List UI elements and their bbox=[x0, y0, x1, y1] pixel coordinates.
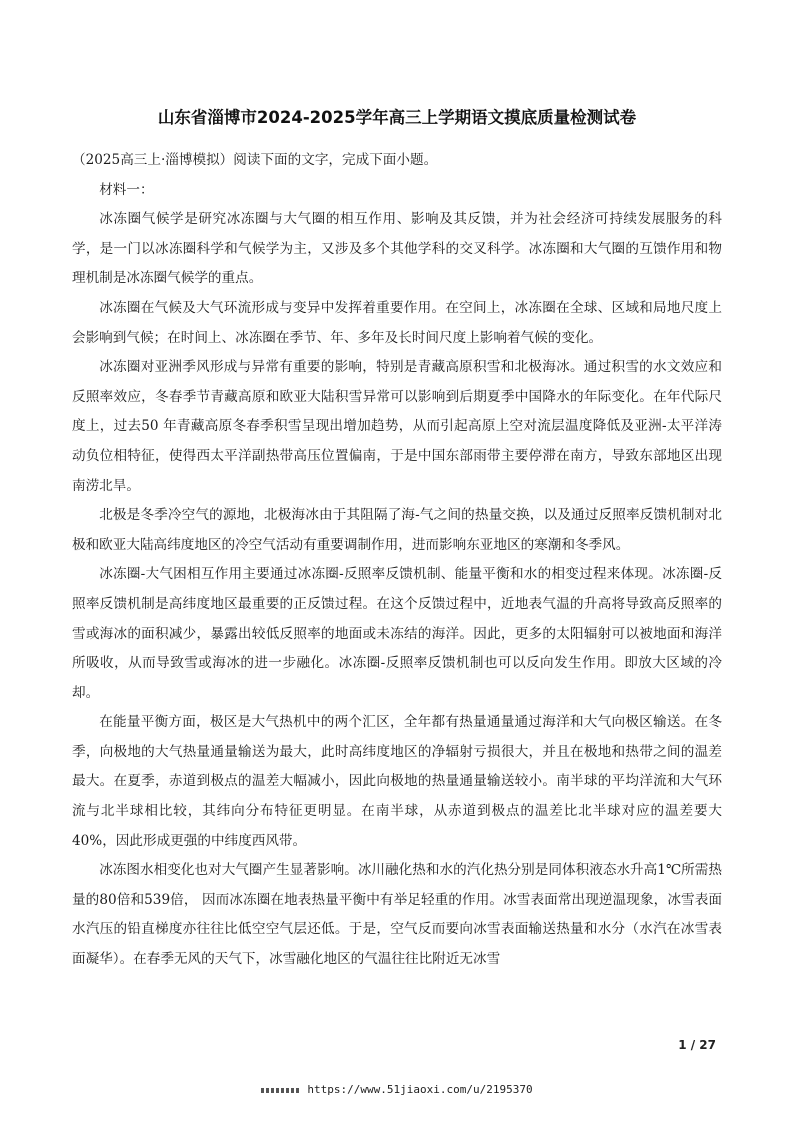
paragraph: 冰冻圈-大气困相互作用主要通过冰冻圈-反照率反馈机制、能量平衡和水的相变过程来体现。冰冻圈-反照率反馈机制是高纬度地区最重要的正反馈过程。在这个反馈过程中，近地表气温的升高将导致高反照率的雪或海冰的面积减少，暴露出较低反照率的地面或未冻结的海洋。因此，更多的太阳辐射可以被地面和海洋所吸收，从而导致雪或海冰的进一步融化。冰冻圈-反照率反馈机制也可以反向发生作用。即放大区域的冷却。 bbox=[72, 566, 722, 701]
paragraph: 冰冻圈对亚洲季风形成与异常有重要的影响，特别是青藏高原积雪和北极海冰。通过积雪的水文效应和反照率效应，冬春季节青藏高原和欧亚大陆积雪异常可以影响到后期夏季中国降水的年际变化。在年代际尺度上，过去50 年青藏高原冬春季积雪呈现出增加趋势，从而引起高原上空对流层温度降低及亚洲-太平洋涛动负位相特征，使得西太平洋副热带高压位置偏南，于是中国东部雨带主要停滞在南方，导致东部地区出现南涝北旱。 bbox=[72, 359, 722, 494]
paragraph: 北极是冬季冷空气的源地，北极海冰由于其阻隔了海-气之间的热量交换，以及通过反照率反馈机制对北极和欧亚大陆高纬度地区的冷空气活动有重要调制作用，进而影响东亚地区的寒潮和冬季风。 bbox=[72, 507, 722, 553]
paragraph: 冰冻圈在气候及大气环流形成与变异中发挥着重要作用。在空间上，冰冻圈在全球、区域和局地尺度上会影响到气候；在时间上、冰冻圈在季节、年、多年及长时间尺度上影响着气候的变化。 bbox=[72, 299, 722, 346]
source-url[interactable]: https://www.51jiaoxi.com/u/2195370 bbox=[307, 1083, 533, 1096]
source-footer bbox=[0, 1083, 794, 1096]
site-logo-icon bbox=[261, 1088, 301, 1093]
document-title: 山东省淄博市2024-2025学年高三上学期语文摸底质量检测试卷 bbox=[157, 108, 637, 127]
intro-line: （2025高三上·淄博模拟）阅读下面的文字，完成下面小题。 bbox=[72, 152, 438, 168]
page-number: 1 / 27 bbox=[678, 1038, 716, 1052]
paragraph: 在能量平衡方面，极区是大气热机中的两个汇区，全年都有热量通量通过海洋和大气向极区输送。在冬季，向极地的大气热量通量输送为最大，此时高纬度地区的净辐射亏损很大，并且在极地和热带之间的温差最大。在夏季，赤道到极点的温差大幅减小，因此向极地的热量通量输送较小。南半球的平均洋流和大气环流与北半球相比较，其纬向分布特征更明显。在南半球，从赤道到极点的温差比北半球对应的温差要大 40%，因此形成更强的中纬度西风带。 bbox=[72, 714, 722, 849]
material-label: 材料一： bbox=[99, 181, 154, 198]
paragraph: 冰冻圈气候学是研究冰冻圈与大气圈的相互作用、影响及其反馈，并为社会经济可持续发展服务的科学，是一门以冰冻圈科学和气候学为主，又涉及多个其他学科的交叉科学。冰冻圈和大气圈的互馈作用和物理机制是冰冻圈气候学的重点。 bbox=[72, 211, 722, 287]
paragraph: 冰冻图水相变化也对大气圈产生显著影响。冰川融化热和水的汽化热分别是同体积液态水升高1℃所需热量的80倍和539倍， 因而冰冻圈在地表热量平衡中有举足轻重的作用。冰雪表面常出现逆温现象，冰雪表面水汽压的铅直梯度亦往往比低空空气层还低。于是，空气反而要向冰雪表面输送热量和水分（水汽在冰雪表面凝华）。在春季无风的天气下，冰雪融化地区的气温往往比附近无冰雪 bbox=[72, 862, 722, 968]
document-body bbox=[72, 146, 722, 975]
